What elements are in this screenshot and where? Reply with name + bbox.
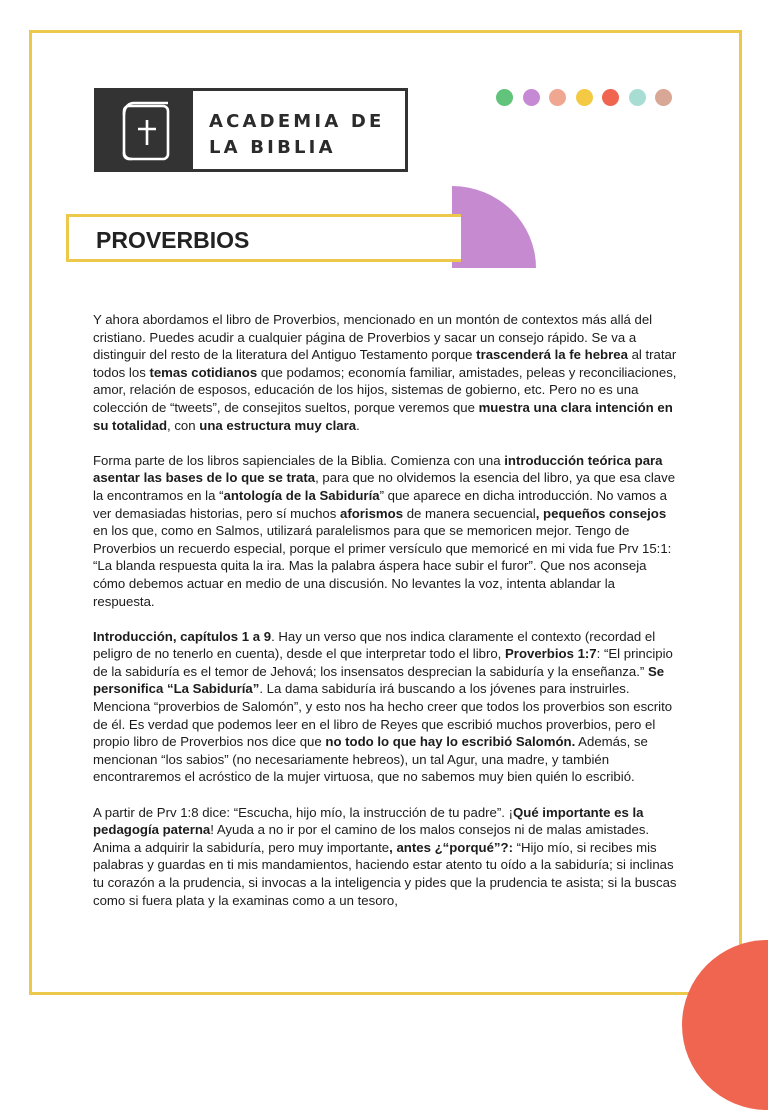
logo-text	[193, 91, 385, 169]
paragraph: Y ahora abordamos el libro de Proverbios, mencionado en un montón de contextos más allá del cristiano. Puedes acudir a cualquier página de Proverbios y sacar un consejo rápido. Se va a distinguir del resto de la literatura del Antiguo Testamento porque trascenderá la fe hebrea al tratar todos los temas cotidianos que podamos; economía familiar, amistades, peleas y reconciliaciones, amor, relación de esposos, educación de los hijos, sistemas de gobierno, etc. Pero no es una colección de “tweets”, de consejitos sueltos, porque veremos que muestra una clara intención en su totalidad, con una estructura muy clara.	[93, 312, 677, 433]
bold-text: aforismos	[340, 505, 404, 521]
bold-text: introducción teórica para asentar las bases de lo que se trata	[93, 452, 663, 486]
paragraph: Introducción, capítulos 1 a 9. Hay un verso que nos indica claramente el contexto (recordad el peligro de no tenerlo en cuenta), desde el que interpretar todo el libro, Proverbios 1:7: “El principio de la sabiduría es el temor de Jehová; los insensatos desprecian la sabiduría y la enseñanza.” Se personifica “La Sabiduría”. La dama sabiduría irá buscando a los jóvenes para instruirles. Menciona “proverbios de Salomón”, y esto nos ha hecho creer que todos los proverbios son escrito de él. Es verdad que podemos leer en el libro de Reyes que escribió muchos proverbios, pero el propio libro de Proverbios nos dice que no todo lo que hay lo escribió Salomón. Además, se mencionan “los sabios” (no necesariamente hebreos), un tal Agur, una madre, y también encontraremos el acróstico de la mujer virtuosa, que no sabemos muy bien quién lo escribió.	[93, 628, 673, 785]
bold-text: muestra una clara intención en su totalidad	[93, 399, 673, 433]
color-dots-decoration	[496, 89, 672, 106]
color-dot	[496, 89, 513, 106]
bold-text: , pequeños consejos	[535, 505, 667, 521]
academia-logo	[94, 88, 408, 172]
bold-text: , antes ¿“porqué”?:	[389, 839, 513, 855]
logo-line-2: LA BIBLIA	[209, 137, 336, 158]
color-dot	[523, 89, 540, 106]
bold-text: no todo lo que hay lo escribió Salomón.	[325, 734, 576, 750]
page-title: PROVERBIOS	[96, 227, 250, 253]
bold-text: Qué importante es la pedagogía paterna	[93, 804, 644, 838]
article-body	[93, 311, 678, 927]
bold-text: trascenderá la fe hebrea	[476, 347, 628, 363]
bold-text: antología de la Sabiduría	[223, 487, 380, 503]
bold-text: temas cotidianos	[149, 364, 258, 380]
bold-text: una estructura muy clara	[199, 417, 357, 433]
paragraph: Forma parte de los libros sapienciales de la Biblia. Comienza con una introducción teórica para asentar las bases de lo que se trata, para que no olvidemos la esencia del libro, ya que esa clave la encontramos en la “antología de la Sabiduría” que aparece en dicha introducción. No vamos a ver demasiadas historias, pero sí muchos aforismos de manera secuencial, pequeños consejos en los que, como en Salmos, utilizará paralelismos para que se memoricen mejor. Tengo de Proverbios un recuerdo especial, porque el primer versículo que memoricé en mi vida fue Prv 15:1: “La blanda respuesta quita la ira. Mas la palabra áspera hace subir el furor”. Que nos aconseja cómo debemos actuar en medio de una discusión. No levantes la voz, intenta ablandar la respuesta.	[93, 452, 676, 609]
color-dot	[655, 89, 672, 106]
bold-text: Introducción, capítulos 1 a 9	[93, 628, 272, 644]
color-dot	[629, 89, 646, 106]
color-dot	[549, 89, 566, 106]
color-dot	[576, 89, 593, 106]
logo-line-1: ACADEMIA DE	[209, 111, 385, 132]
bold-text: Proverbios 1:7	[505, 646, 597, 662]
bold-text: Se personifica “La Sabiduría”	[93, 663, 665, 697]
color-dot	[602, 89, 619, 106]
title-bar	[66, 214, 461, 262]
bible-book-icon	[97, 91, 193, 169]
paragraph: A partir de Prv 1:8 dice: “Escucha, hijo mío, la instrucción de tu padre”. ¡Qué importante es la pedagogía paterna! Ayuda a no ir por el camino de los malos consejos ni de malas amistades. Anima a adquirir la sabiduría, pero muy importante, antes ¿“porqué”?: “Hijo mío, si recibes mis palabras y guardas en ti mis mandamientos, haciendo estar atento tu oído a la sabiduría; si inclinas tu corazón a la prudencia, si invocas a la inteligencia y pides que la prudencia te asista; si la buscas como si fuera plata y la examinas como a un tesoro,	[93, 804, 677, 908]
